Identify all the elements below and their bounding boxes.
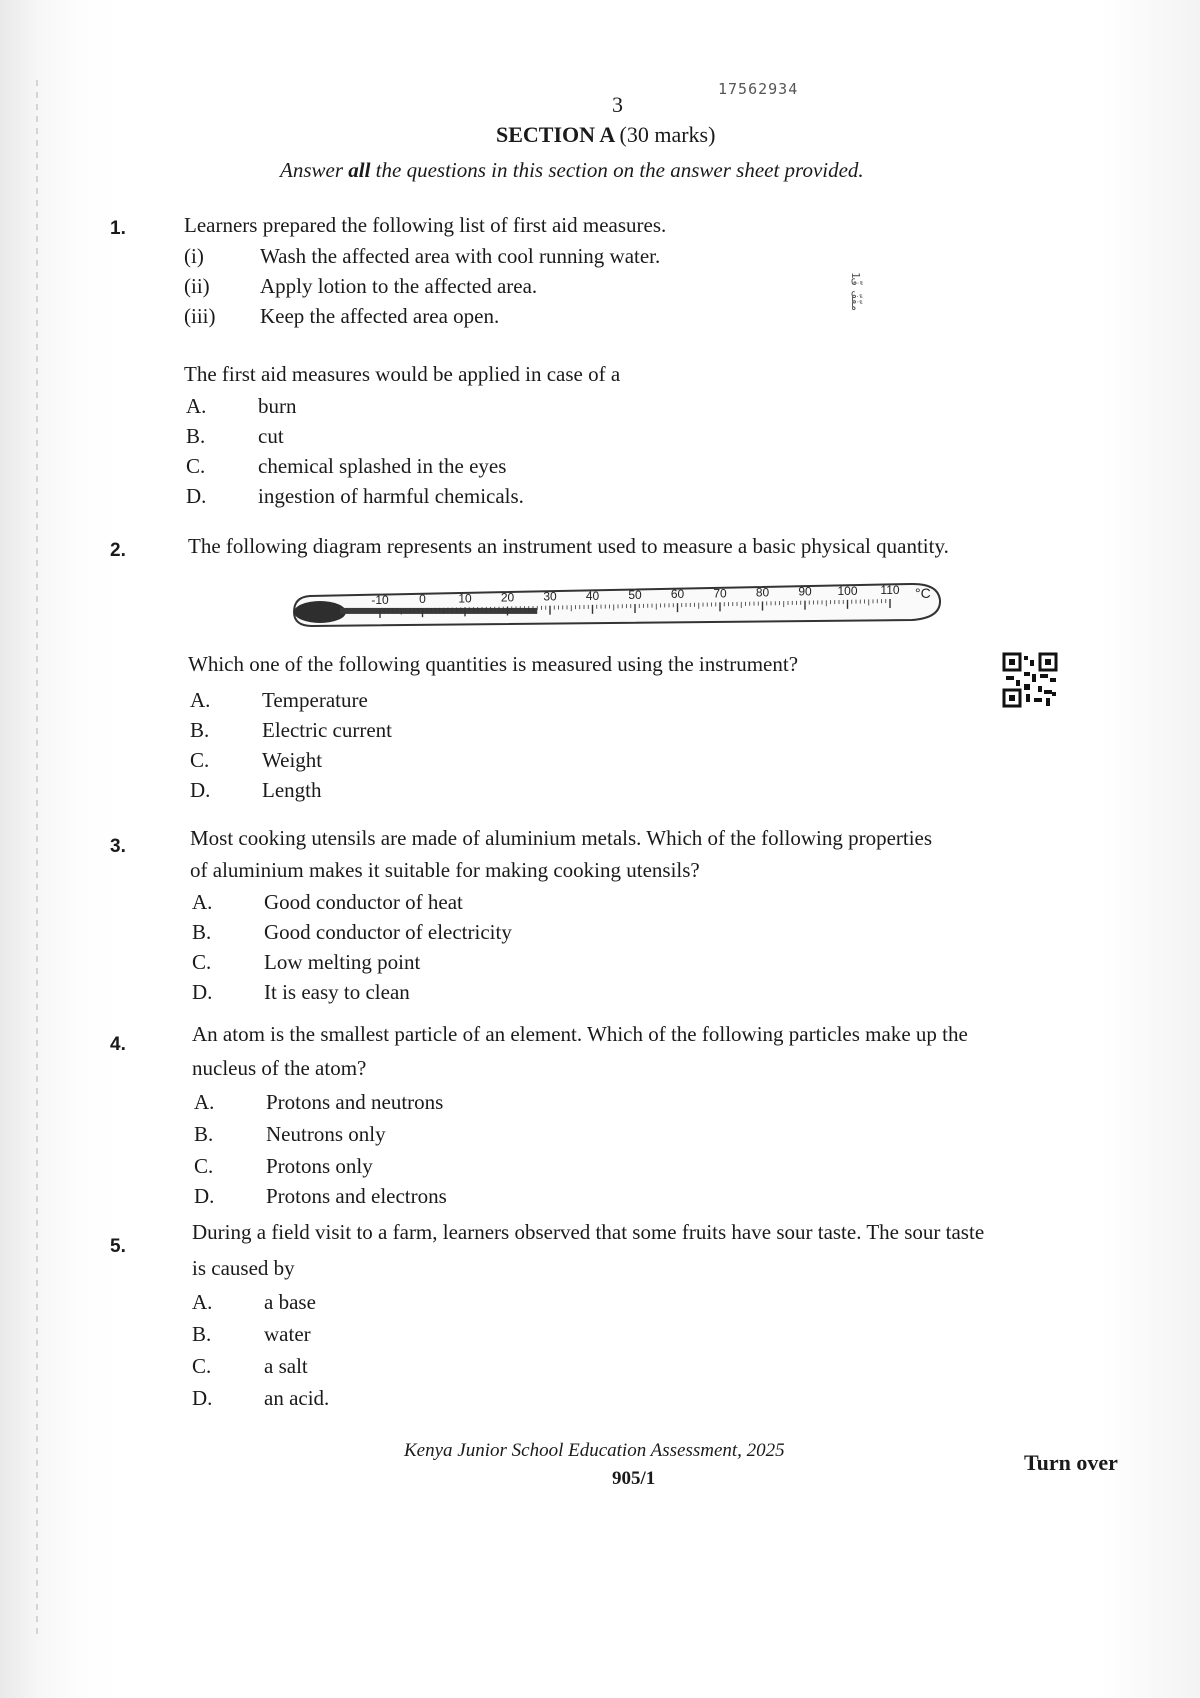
thermometer-bulb <box>294 601 346 623</box>
option-label: D. <box>186 484 207 508</box>
option-text: Electric current <box>262 718 392 742</box>
option-label: C. <box>192 1354 212 1378</box>
section-name: SECTION A <box>496 122 614 147</box>
scale-label: 30 <box>543 589 557 604</box>
question-2-number: 2. <box>110 540 126 561</box>
scale-label: 10 <box>458 591 472 606</box>
option-label: B. <box>186 424 206 448</box>
option-text: burn <box>258 394 297 418</box>
option-text: an acid. <box>264 1386 330 1410</box>
option-text: a base <box>264 1290 316 1314</box>
question-3-number: 3. <box>110 836 126 857</box>
question-5-stem-line1: During a field visit to a farm, learners observed that some fruits have sour taste. The sour taste <box>192 1220 985 1244</box>
option-text: Good conductor of heat <box>264 890 463 914</box>
option-label: A. <box>190 688 211 712</box>
instructions-pre: Answer <box>280 158 349 182</box>
qr-code <box>1002 652 1058 708</box>
option-label: D. <box>192 980 213 1004</box>
serial-number: 17562934 <box>718 80 799 98</box>
option-text: It is easy to clean <box>264 980 410 1004</box>
option-label: A. <box>192 1290 213 1314</box>
item-label: (ii) <box>184 274 210 298</box>
question-5-number: 5. <box>110 1236 126 1257</box>
item-text: Wash the affected area with cool running water. <box>260 244 661 268</box>
option-text: Good conductor of electricity <box>264 920 512 944</box>
option-label: C. <box>192 950 212 974</box>
item-label: (i) <box>184 244 204 268</box>
scale-label: -10 <box>371 593 389 607</box>
question-1-number: 1. <box>110 218 126 239</box>
scan-edge <box>36 80 38 1640</box>
question-4-stem-line1: An atom is the smallest particle of an element. Which of the following particles make up the <box>192 1022 968 1046</box>
question-1-stem2: The first aid measures would be applied in case of a <box>184 362 621 386</box>
scale-label: 50 <box>628 588 642 602</box>
question-2-stem: The following diagram represents an instrument used to measure a basic physical quantity. <box>188 534 949 558</box>
scale-label: 110 <box>880 583 900 597</box>
item-text: Apply lotion to the affected area. <box>260 274 538 298</box>
scale-label: 20 <box>500 590 515 605</box>
option-text: a salt <box>264 1354 308 1378</box>
option-label: C. <box>186 454 206 478</box>
question-1-stem: Learners prepared the following list of first aid measures. <box>184 213 667 237</box>
option-text: Weight <box>262 748 323 772</box>
option-label: A. <box>186 394 207 418</box>
option-label: D. <box>190 778 211 802</box>
scale-label: 80 <box>755 585 770 600</box>
option-label: D. <box>194 1184 215 1208</box>
question-4-stem-line2: nucleus of the atom? <box>192 1056 367 1080</box>
footer-paper-code: 905/1 <box>612 1468 656 1489</box>
scale-label: 0 <box>419 592 426 607</box>
question-2-stem2: Which one of the following quantities is measured using the instrument? <box>188 652 799 676</box>
section-instructions <box>280 158 864 183</box>
thermometer-diagram <box>290 576 950 636</box>
instructions-post: the questions in this section on the answer sheet provided. <box>370 158 864 182</box>
option-label: B. <box>194 1122 214 1146</box>
item-label: (iii) <box>184 304 216 328</box>
option-text: Protons and neutrons <box>266 1090 444 1114</box>
question-4-number: 4. <box>110 1034 126 1055</box>
option-text: Low melting point <box>264 950 421 974</box>
option-label: B. <box>192 1322 212 1346</box>
scale-label: 100 <box>837 583 858 598</box>
option-text: Temperature <box>262 688 368 712</box>
option-label: B. <box>190 718 210 742</box>
scale-label: 40 <box>585 588 600 603</box>
instructions-bold: all <box>348 158 371 182</box>
section-marks: (30 marks) <box>619 122 716 147</box>
thermometer-unit: °C <box>915 585 931 601</box>
scale-label: 60 <box>670 587 685 602</box>
question-3-stem-line1: Most cooking utensils are made of aluminium metals. Which of the following properties <box>190 826 933 850</box>
footer-exam-name: Kenya Junior School Education Assessment, 2025 <box>404 1440 785 1461</box>
scale-label: 90 <box>798 584 812 599</box>
option-text: Protons only <box>266 1154 373 1178</box>
option-label: C. <box>194 1154 214 1178</box>
item-text: Keep the affected area open. <box>260 304 500 328</box>
option-label: D. <box>192 1386 213 1410</box>
page-number: 3 <box>612 92 623 117</box>
turn-over-label: Turn over <box>1024 1450 1118 1475</box>
question-3-stem-line2: of aluminium makes it suitable for making cooking utensils? <box>190 858 700 882</box>
option-text: Length <box>262 778 322 802</box>
question-5-stem-line2: is caused by <box>192 1256 295 1280</box>
option-text: Protons and electrons <box>266 1184 447 1208</box>
option-label: B. <box>192 920 212 944</box>
section-title <box>496 122 715 148</box>
scale-label: 70 <box>713 586 727 601</box>
option-text: water <box>264 1322 311 1346</box>
option-text: cut <box>258 424 284 448</box>
option-label: C. <box>190 748 210 772</box>
option-label: A. <box>192 890 213 914</box>
option-label: A. <box>194 1090 215 1114</box>
option-text: chemical splashed in the eyes <box>258 454 507 478</box>
option-text: Neutrons only <box>266 1122 386 1146</box>
vertical-scan-code: 1مفّفّ فّ <box>849 272 862 312</box>
option-text: ingestion of harmful chemicals. <box>258 484 524 508</box>
